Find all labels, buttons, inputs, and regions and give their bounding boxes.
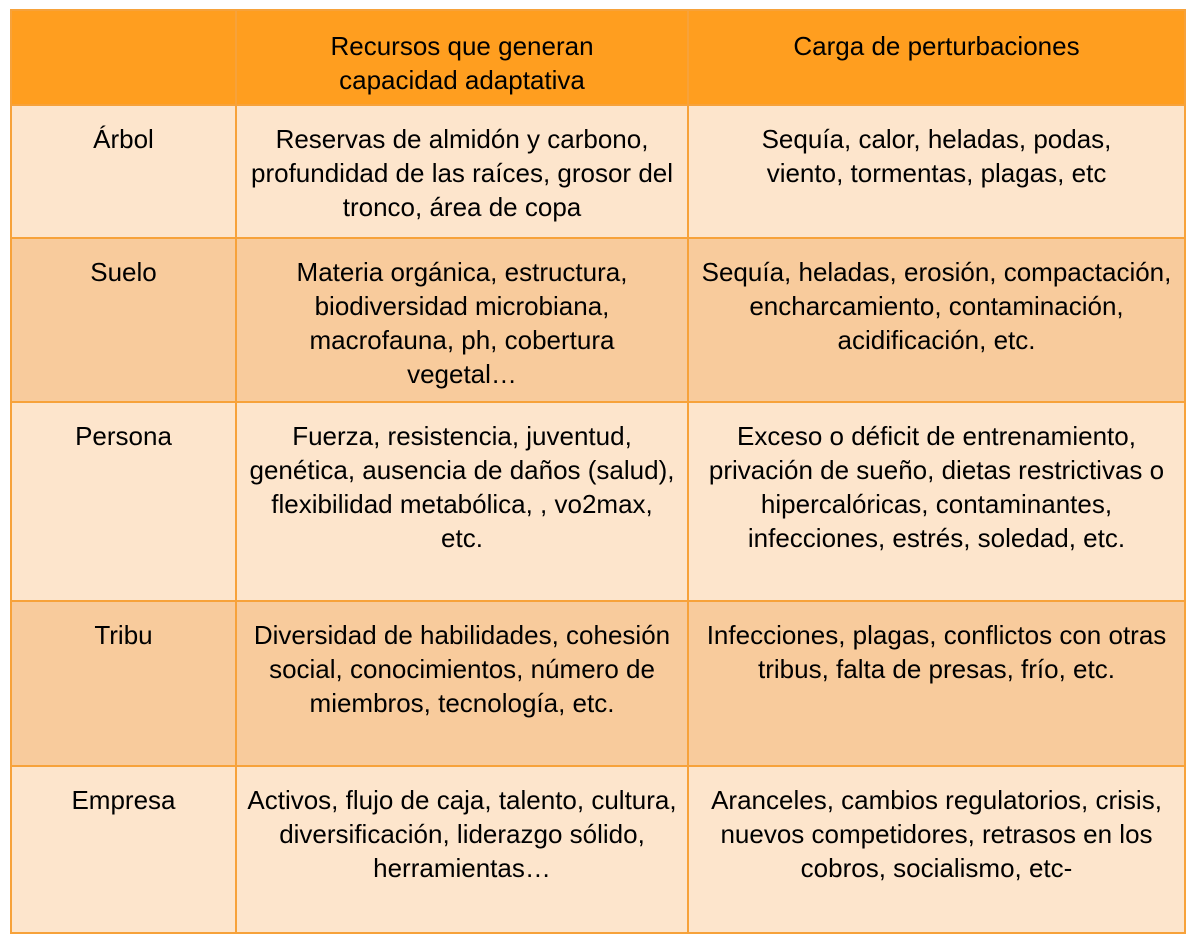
header-resources: Recursos que generan capacidad adaptativa	[236, 10, 688, 105]
table-row	[11, 105, 1185, 238]
disturbances-cell: Sequía, heladas, erosión, compactación, encharcamiento, contaminación, acidificación, etc.	[688, 238, 1185, 402]
table-row	[11, 402, 1185, 601]
row-name-cell: Suelo	[11, 238, 236, 402]
resources-cell: Fuerza, resistencia, juventud, genética, ausencia de daños (salud), flexibilidad metabólica, , vo2max, etc.	[236, 402, 688, 601]
resources-cell: Activos, flujo de caja, talento, cultura, diversificación, liderazgo sólido, herramientas…	[236, 766, 688, 933]
resources-cell: Diversidad de habilidades, cohesión social, conocimientos, número de miembros, tecnología, etc.	[236, 601, 688, 766]
header-empty-cell	[11, 10, 236, 105]
row-name-cell: Persona	[11, 402, 236, 601]
header-row	[11, 10, 1185, 105]
disturbances-cell: Infecciones, plagas, conflictos con otras tribus, falta de presas, frío, etc.	[688, 601, 1185, 766]
resources-cell: Materia orgánica, estructura, biodiversidad microbiana, macrofauna, ph, cobertura vegetal…	[236, 238, 688, 402]
disturbances-cell: Aranceles, cambios regulatorios, crisis, nuevos competidores, retrasos en los cobros, socialismo, etc-	[688, 766, 1185, 933]
comparison-table	[10, 9, 1186, 934]
row-name-cell: Árbol	[11, 105, 236, 238]
table-row	[11, 238, 1185, 402]
header-disturbances: Carga de perturbaciones	[688, 10, 1185, 105]
table-row	[11, 601, 1185, 766]
disturbances-cell: Sequía, calor, heladas, podas, viento, tormentas, plagas, etc	[688, 105, 1185, 238]
disturbances-cell: Exceso o déficit de entrenamiento, privación de sueño, dietas restrictivas o hipercalóricas, contaminantes, infecciones, estrés, soledad, etc.	[688, 402, 1185, 601]
resources-cell: Reservas de almidón y carbono, profundidad de las raíces, grosor del tronco, área de copa	[236, 105, 688, 238]
row-name-cell: Tribu	[11, 601, 236, 766]
table-row	[11, 766, 1185, 933]
row-name-cell: Empresa	[11, 766, 236, 933]
